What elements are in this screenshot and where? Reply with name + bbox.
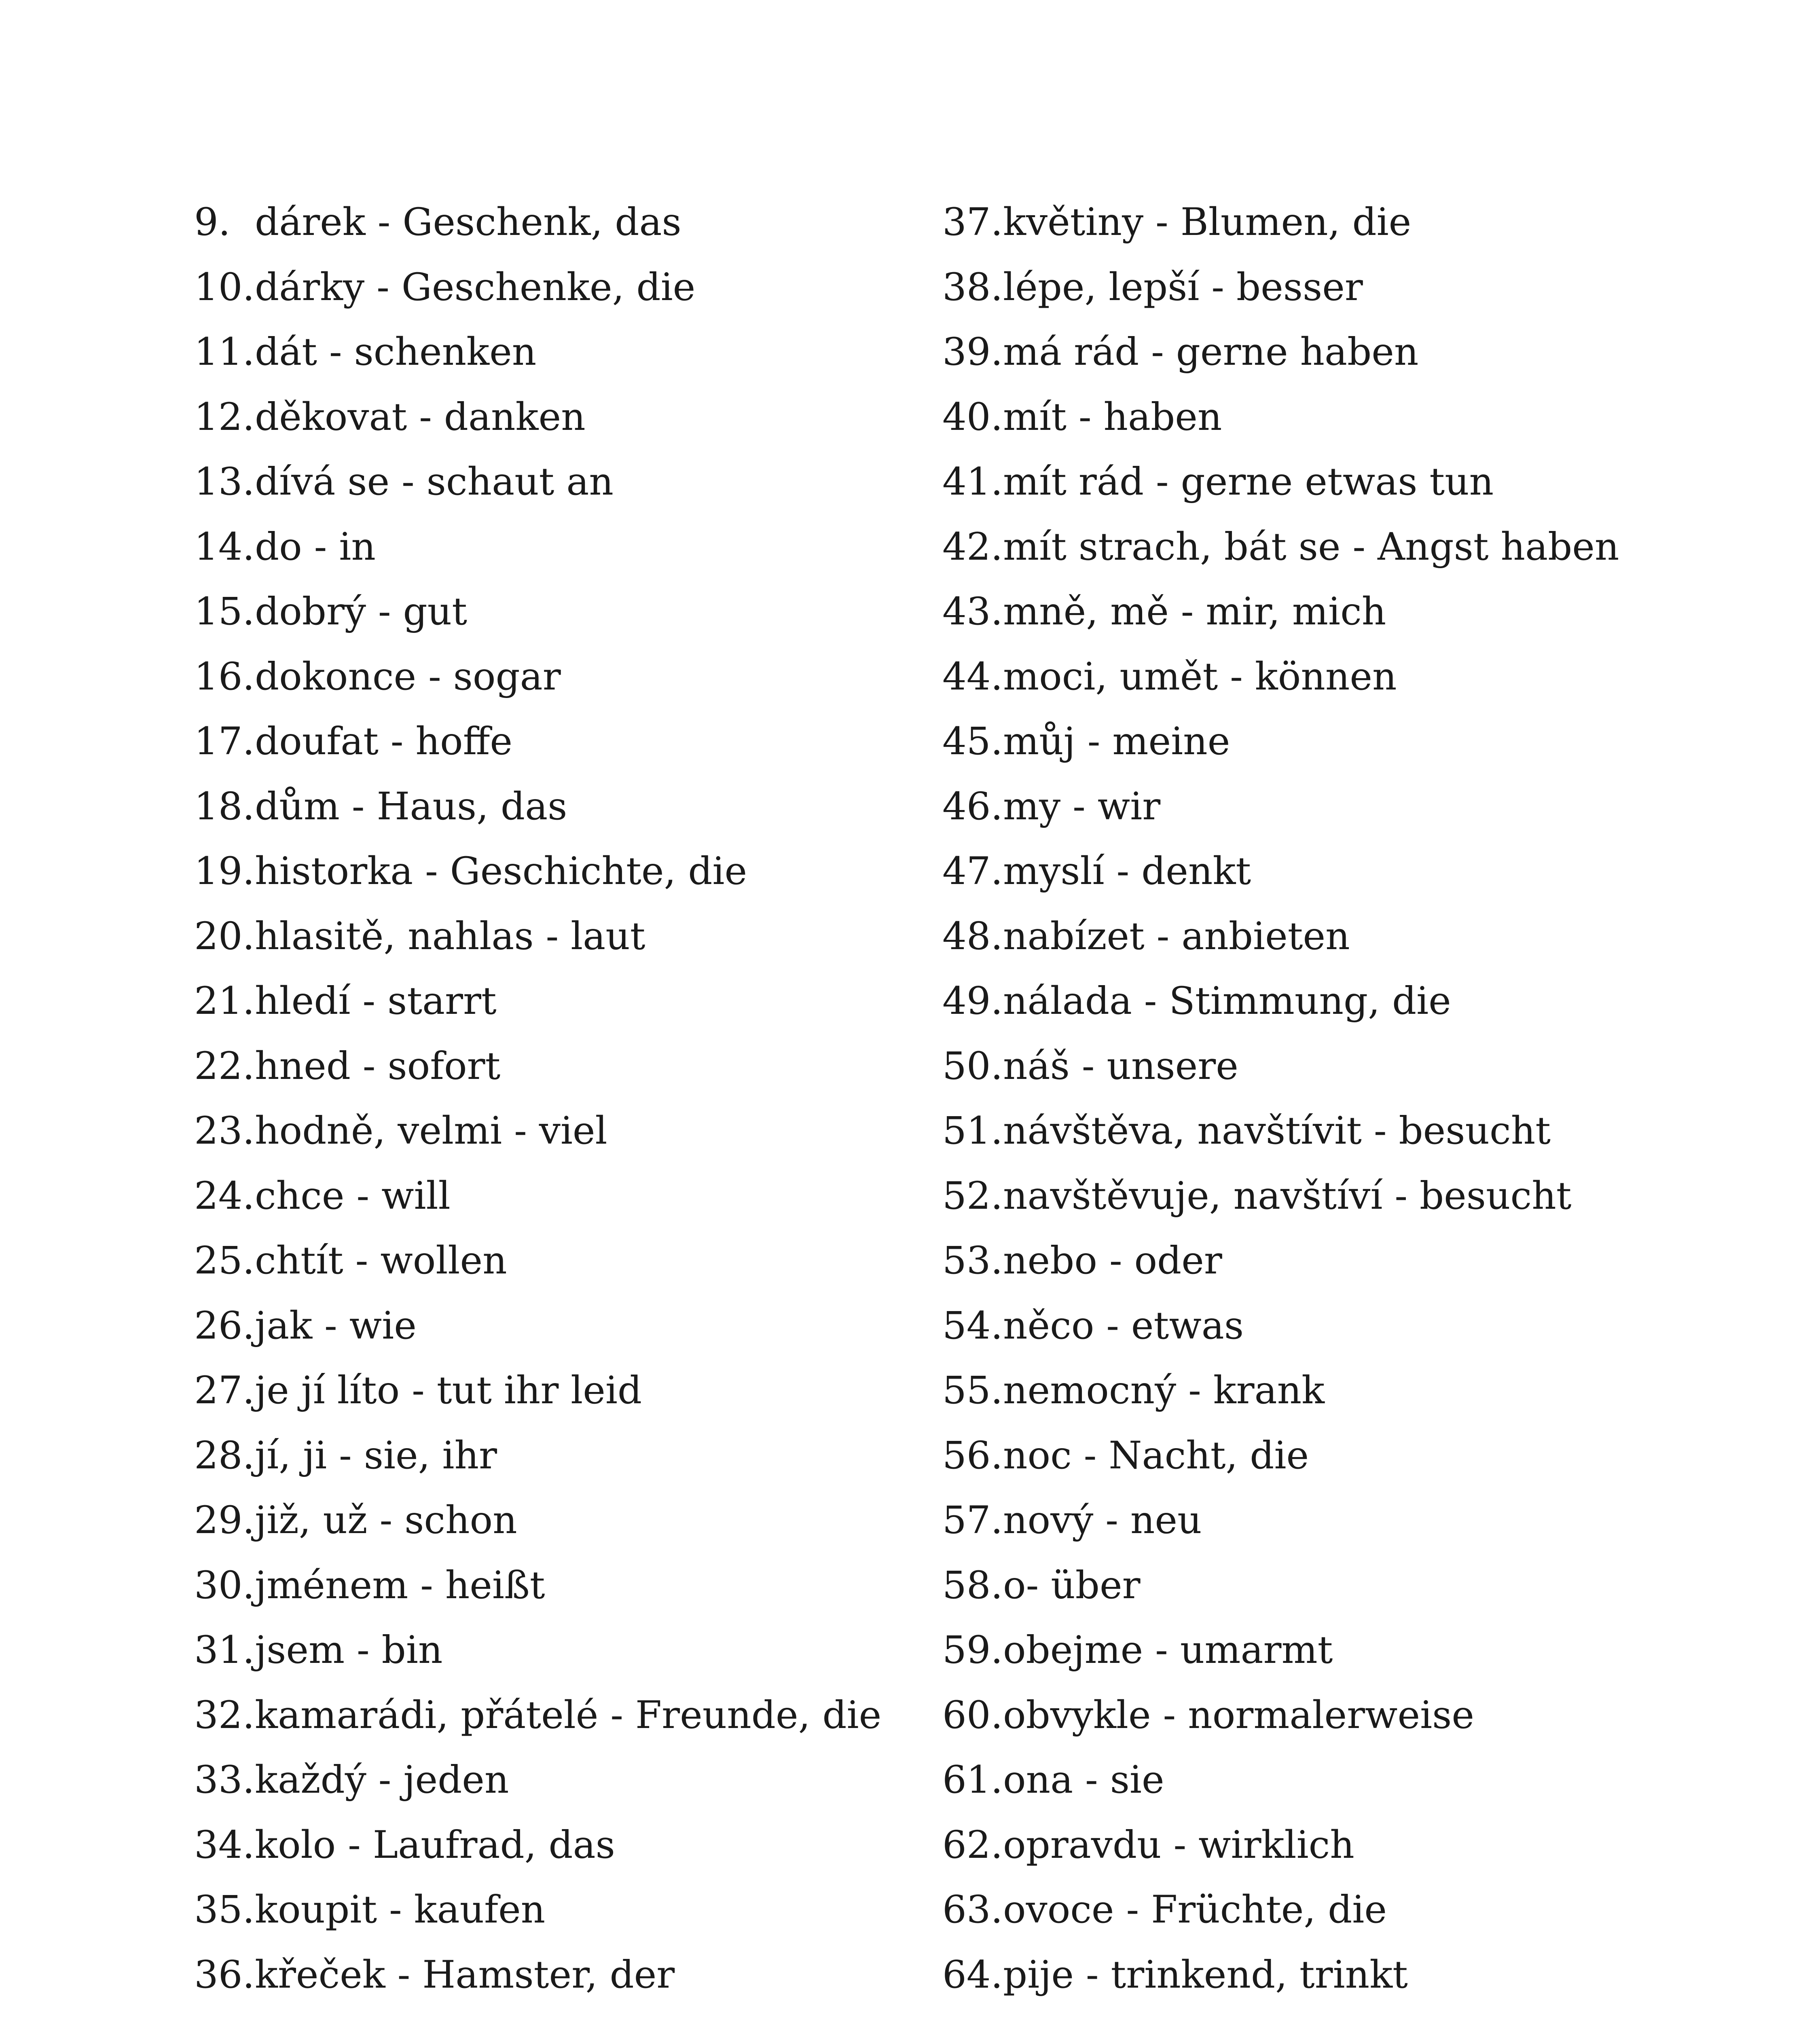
vocabulary-entry	[942, 385, 1711, 450]
vocabulary-entry	[942, 1034, 1711, 1099]
entry-number: 11.	[194, 330, 255, 374]
entry-number: 41.	[942, 460, 1003, 504]
entry-number: 14.	[194, 525, 255, 569]
vocabulary-entry	[194, 1813, 922, 1878]
vocabulary-entry	[942, 839, 1711, 904]
entry-translation: noc - Nacht, die	[1003, 1433, 1309, 1478]
vocabulary-entry	[194, 320, 922, 385]
entry-translation: mít - haben	[1003, 395, 1222, 439]
entry-translation: moci, umět - können	[1003, 654, 1397, 699]
entry-translation: jí, ji - sie, ihr	[255, 1433, 497, 1478]
entry-number: 25.	[194, 1239, 255, 1283]
entry-number: 20.	[194, 914, 255, 958]
entry-translation: něco - etwas	[1003, 1303, 1244, 1348]
entry-translation: hned - sofort	[255, 1044, 501, 1088]
vocabulary-entry	[942, 904, 1711, 969]
entry-number: 15.	[194, 590, 255, 634]
entry-translation: kamarádi, přátelé - Freunde, die	[255, 1693, 882, 1737]
entry-number: 33.	[194, 1758, 255, 1802]
entry-number: 34.	[194, 1823, 255, 1867]
entry-translation: dům - Haus, das	[255, 784, 567, 829]
vocabulary-entry	[194, 1294, 922, 1359]
entry-number: 60.	[942, 1693, 1003, 1737]
entry-translation: hledí - starrt	[255, 979, 497, 1024]
entry-number: 9.	[194, 200, 231, 245]
entry-translation: obejme - umarmt	[1003, 1628, 1333, 1673]
vocabulary-entry	[194, 904, 922, 969]
entry-number: 53.	[942, 1239, 1003, 1283]
entry-translation: mně, mě - mir, mich	[1003, 590, 1386, 634]
entry-translation: opravdu - wirklich	[1003, 1823, 1354, 1867]
entry-number: 49.	[942, 979, 1003, 1024]
entry-translation: jménem - heißt	[255, 1563, 545, 1607]
vocabulary-entry	[942, 1553, 1711, 1618]
entry-number: 23.	[194, 1109, 255, 1153]
entry-translation: dárky - Geschenke, die	[255, 265, 696, 309]
vocabulary-entry	[942, 1748, 1711, 1813]
vocabulary-entry	[942, 580, 1711, 645]
entry-translation: návštěva, navštívit - besucht	[1003, 1109, 1551, 1153]
vocabulary-entry	[194, 1423, 922, 1489]
entry-translation: ona - sie	[1003, 1758, 1164, 1802]
entry-translation: doufat - hoffe	[255, 719, 512, 764]
entry-number: 35.	[194, 1888, 255, 1932]
vocabulary-entry	[942, 1294, 1711, 1359]
entry-number: 26.	[194, 1303, 255, 1348]
vocabulary-entry	[194, 1618, 922, 1683]
entry-number: 22.	[194, 1044, 255, 1088]
vocabulary-entry	[194, 709, 922, 774]
vocabulary-entry	[194, 450, 922, 515]
entry-translation: ovoce - Früchte, die	[1003, 1888, 1387, 1932]
entry-number: 56.	[942, 1433, 1003, 1478]
entry-number: 45.	[942, 719, 1003, 764]
entry-number: 37.	[942, 200, 1003, 245]
vocabulary-list-right	[942, 190, 1711, 2007]
entry-translation: koupit - kaufen	[255, 1888, 546, 1932]
entry-translation: pije - trinkend, trinkt	[1003, 1952, 1408, 1997]
entry-translation: nálada - Stimmung, die	[1003, 979, 1451, 1024]
entry-number: 10.	[194, 265, 255, 309]
entry-number: 24.	[194, 1174, 255, 1218]
vocabulary-entry	[942, 190, 1711, 255]
entry-translation: do - in	[255, 525, 376, 569]
entry-number: 50.	[942, 1044, 1003, 1088]
entry-translation: chce - will	[255, 1174, 451, 1218]
entry-number: 13.	[194, 460, 255, 504]
entry-translation: kolo - Laufrad, das	[255, 1823, 615, 1867]
entry-translation: je jí líto - tut ihr leid	[255, 1368, 642, 1413]
entry-translation: mít strach, bát se - Angst haben	[1003, 525, 1619, 569]
vocabulary-entry	[942, 1683, 1711, 1748]
entry-translation: chtít - wollen	[255, 1239, 507, 1283]
entry-translation: nabízet - anbieten	[1003, 914, 1350, 958]
vocabulary-entry	[194, 969, 922, 1034]
entry-number: 29.	[194, 1498, 255, 1543]
entry-number: 19.	[194, 849, 255, 894]
entry-number: 62.	[942, 1823, 1003, 1867]
vocabulary-entry	[942, 1813, 1711, 1878]
entry-number: 38.	[942, 265, 1003, 309]
vocabulary-entry	[942, 1358, 1711, 1423]
entry-number: 16.	[194, 654, 255, 699]
entry-translation: dívá se - schaut an	[255, 460, 614, 504]
entry-number: 39.	[942, 330, 1003, 374]
vocabulary-entry	[942, 774, 1711, 840]
entry-number: 51.	[942, 1109, 1003, 1153]
vocabulary-entry	[942, 1618, 1711, 1683]
vocabulary-entry	[194, 515, 922, 580]
entry-translation: nemocný - krank	[1003, 1368, 1325, 1413]
vocabulary-entry	[194, 255, 922, 320]
vocabulary-entry	[942, 645, 1711, 710]
entry-number: 27.	[194, 1368, 255, 1413]
vocabulary-entry	[194, 1878, 922, 1943]
entry-number: 30.	[194, 1563, 255, 1607]
vocabulary-entry	[194, 645, 922, 710]
entry-translation: již, už - schon	[255, 1498, 517, 1543]
entry-translation: dárek - Geschenk, das	[255, 200, 681, 245]
vocabulary-entry	[194, 1683, 922, 1748]
entry-translation: můj - meine	[1003, 719, 1230, 764]
vocabulary-entry	[942, 515, 1711, 580]
entry-number: 59.	[942, 1628, 1003, 1673]
vocabulary-entry	[194, 1099, 922, 1164]
entry-number: 46.	[942, 784, 1003, 829]
entry-number: 54.	[942, 1303, 1003, 1348]
entry-number: 58.	[942, 1563, 1003, 1607]
vocabulary-entry	[942, 1229, 1711, 1294]
vocabulary-entry	[194, 1488, 922, 1553]
vocabulary-entry	[194, 580, 922, 645]
entry-translation: hodně, velmi - viel	[255, 1109, 607, 1153]
entry-translation: dokonce - sogar	[255, 654, 561, 699]
vocabulary-list-left	[194, 190, 922, 2007]
vocabulary-entry	[194, 190, 922, 255]
entry-number: 52.	[942, 1174, 1003, 1218]
entry-translation: my - wir	[1003, 784, 1161, 829]
entry-number: 61.	[942, 1758, 1003, 1802]
vocabulary-entry	[942, 1423, 1711, 1489]
vocabulary-entry	[942, 1943, 1711, 2008]
vocabulary-entry	[194, 1034, 922, 1099]
entry-number: 32.	[194, 1693, 255, 1737]
entry-number: 40.	[942, 395, 1003, 439]
vocabulary-entry	[194, 774, 922, 840]
vocabulary-entry	[942, 709, 1711, 774]
entry-number: 64.	[942, 1952, 1003, 1997]
entry-number: 18.	[194, 784, 255, 829]
vocabulary-entry	[942, 255, 1711, 320]
entry-number: 48.	[942, 914, 1003, 958]
entry-translation: historka - Geschichte, die	[255, 849, 747, 894]
vocabulary-entry	[194, 839, 922, 904]
entry-translation: každý - jeden	[255, 1758, 509, 1802]
vocabulary-entry	[194, 1358, 922, 1423]
entry-translation: má rád - gerne haben	[1003, 330, 1419, 374]
vocabulary-entry	[942, 450, 1711, 515]
entry-translation: jak - wie	[255, 1303, 417, 1348]
entry-translation: o- über	[1003, 1563, 1141, 1607]
entry-translation: obvykle - normalerweise	[1003, 1693, 1475, 1737]
vocabulary-entry	[194, 1229, 922, 1294]
entry-translation: nebo - oder	[1003, 1239, 1222, 1283]
entry-number: 21.	[194, 979, 255, 1024]
entry-number: 17.	[194, 719, 255, 764]
entry-translation: dát - schenken	[255, 330, 537, 374]
entry-number: 12.	[194, 395, 255, 439]
entry-translation: náš - unsere	[1003, 1044, 1238, 1088]
entry-number: 36.	[194, 1952, 255, 1997]
entry-number: 42.	[942, 525, 1003, 569]
entry-number: 31.	[194, 1628, 255, 1673]
entry-translation: květiny - Blumen, die	[1003, 200, 1412, 245]
vocabulary-entry	[194, 385, 922, 450]
vocabulary-entry	[194, 1164, 922, 1229]
entry-number: 44.	[942, 654, 1003, 699]
entry-number: 28.	[194, 1433, 255, 1478]
vocabulary-entry	[194, 1553, 922, 1618]
entry-translation: nový - neu	[1003, 1498, 1202, 1543]
vocabulary-entry	[942, 1878, 1711, 1943]
vocabulary-entry	[194, 1943, 922, 2008]
entry-translation: hlasitě, nahlas - laut	[255, 914, 645, 958]
entry-translation: dobrý - gut	[255, 590, 467, 634]
entry-number: 55.	[942, 1368, 1003, 1413]
entry-translation: lépe, lepší - besser	[1003, 265, 1363, 309]
vocabulary-entry	[942, 1488, 1711, 1553]
entry-translation: křeček - Hamster, der	[255, 1952, 675, 1997]
vocabulary-entry	[942, 969, 1711, 1034]
entry-translation: jsem - bin	[255, 1628, 443, 1673]
entry-translation: myslí - denkt	[1003, 849, 1251, 894]
vocabulary-entry	[942, 1099, 1711, 1164]
entry-translation: děkovat - danken	[255, 395, 586, 439]
entry-number: 43.	[942, 590, 1003, 634]
vocabulary-entry	[194, 1748, 922, 1813]
vocabulary-entry	[942, 1164, 1711, 1229]
entry-translation: navštěvuje, navštíví - besucht	[1003, 1174, 1572, 1218]
entry-translation: mít rád - gerne etwas tun	[1003, 460, 1494, 504]
entry-number: 57.	[942, 1498, 1003, 1543]
entry-number: 47.	[942, 849, 1003, 894]
vocabulary-entry	[942, 320, 1711, 385]
entry-number: 63.	[942, 1888, 1003, 1932]
